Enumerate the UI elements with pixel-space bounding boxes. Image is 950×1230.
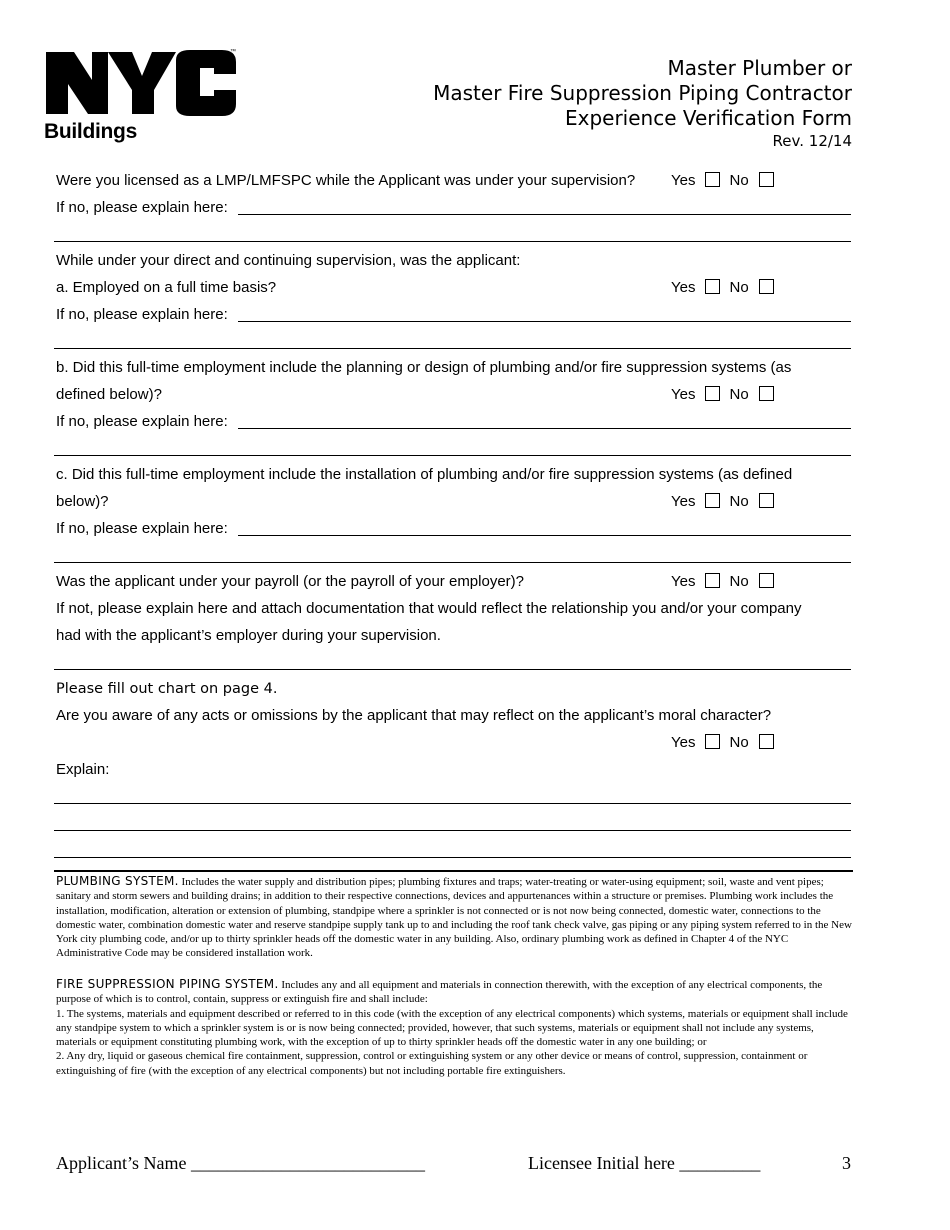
q2c-explain-label: If no, please explain here:: [56, 520, 228, 537]
q4-yes-no: [671, 734, 783, 752]
fire-suppression-item-1: 1. The systems, materials and equipment described or referred to in this code (with the exception of any electrical components) which systems, materials or equipment shall include any standpipe system to which a sprinkler system is or is now being connected; provided, however, that such systems, materials or equipment shall not include any systems, materials or equipment constituting plumbing work, with the exception of up to thirty sprinkler heads off the domestic water in any one building; or: [56, 1007, 848, 1049]
q2b-explain-line-2[interactable]: [54, 455, 851, 456]
q1-explain-label: If no, please explain here:: [56, 199, 228, 216]
revision-label: Rev. 12/14: [772, 132, 852, 150]
plumbing-system-heading: PLUMBING SYSTEM.: [56, 874, 179, 888]
yes-label: Yes: [671, 279, 696, 296]
q4-question: Are you aware of any acts or omissions by the applicant that may reflect on the applicant’s moral character?: [56, 707, 772, 724]
plumbing-system-body: Includes the water supply and distribution pipes; plumbing fixtures and traps; water-treating or water-using equipment; soil, waste and vent pipes; sanitary and storm sewers and building drains; in addition to their respective connections, devices and appurtenances within a structure or premises. Plumbing work includes the installation, modification, alteration or extension of plumbing, standpipe where a sprinkler is not connected or is not now being connected, domestic water, connections to the domestic water, combination domestic water and reserve standpipe supply tank up to and including the roof tank check valve, gas piping or any piping system referred to in the New York city plumbing code, and/or up to thirty sprinkler heads off the domestic water in any building. Also, ordinary plumbing work as defined in Chapter 4 of the NYC Administrative Code may be considered installation work.: [56, 876, 852, 960]
q4-explain-line-1[interactable]: [54, 803, 851, 804]
q1-yes-no: [671, 172, 783, 190]
q2a-yes-no: [671, 279, 783, 297]
q3-question: Was the applicant under your payroll (or the payroll of your employer)?: [56, 573, 525, 590]
q3-explain-line-1: If not, please explain here and attach documentation that would reflect the relationship you and/or your company: [56, 600, 802, 617]
licensee-initial-field[interactable]: Licensee Initial here _________: [528, 1153, 761, 1173]
form-title-block: [433, 56, 852, 151]
q2b-yes-no: [671, 386, 783, 404]
q4-explain-line-2[interactable]: [54, 830, 851, 831]
q2a-explain-field[interactable]: [238, 321, 851, 322]
yes-label: Yes: [671, 493, 696, 510]
title-line-1: Master Plumber or: [667, 56, 852, 80]
q2a-question: a. Employed on a full time basis?: [56, 279, 277, 296]
q1-question: Were you licensed as a LMP/LMFSPC while the Applicant was under your supervision?: [56, 172, 636, 189]
q2a-yes-checkbox[interactable]: [705, 279, 720, 294]
fire-suppression-body: Includes any and all equipment and materials in connection therewith, with the exception of any electrical components, the purpose of which is to control, contain, suppress or extinguish fire and shall include:: [56, 979, 823, 1006]
q2c-yes-checkbox[interactable]: [705, 493, 720, 508]
q2c-explain-field[interactable]: [238, 535, 851, 536]
fire-suppression-heading: FIRE SUPPRESSION PIPING SYSTEM.: [56, 977, 279, 991]
no-label: No: [729, 734, 749, 751]
chart-note: Please fill out chart on page 4.: [56, 681, 278, 697]
q3-yes-checkbox[interactable]: [705, 573, 720, 588]
q2a-no-checkbox[interactable]: [759, 279, 774, 294]
q4-yes-checkbox[interactable]: [705, 734, 720, 749]
q1-explain-field[interactable]: [238, 214, 851, 215]
nyc-buildings-logo: [44, 46, 240, 146]
q2c-question-line-2: below)?: [56, 493, 109, 510]
q2b-explain-field[interactable]: [238, 428, 851, 429]
q2b-no-checkbox[interactable]: [759, 386, 774, 401]
yes-label: Yes: [671, 386, 696, 403]
no-label: No: [729, 493, 749, 510]
definitions-divider: [54, 870, 853, 872]
q2c-no-checkbox[interactable]: [759, 493, 774, 508]
q4-no-checkbox[interactable]: [759, 734, 774, 749]
q2c-explain-line-2[interactable]: [54, 562, 851, 563]
q1-yes-checkbox[interactable]: [705, 172, 720, 187]
q3-explain-field[interactable]: [54, 669, 851, 670]
title-line-2: Master Fire Suppression Piping Contractor: [433, 81, 852, 105]
plumbing-system-definition: [56, 874, 854, 961]
q4-explain-line-3[interactable]: [54, 857, 851, 858]
nyc-logo-mark: [44, 46, 240, 118]
q2b-explain-label: If no, please explain here:: [56, 413, 228, 430]
q2c-yes-no: [671, 493, 783, 511]
q2c-question-line-1: c. Did this full-time employment include the installation of plumbing and/or fire suppression systems (as defined: [56, 466, 793, 483]
q2a-explain-line-2[interactable]: [54, 348, 851, 349]
no-label: No: [729, 279, 749, 296]
page-number: 3: [842, 1153, 851, 1173]
no-label: No: [729, 386, 749, 403]
no-label: No: [729, 573, 749, 590]
q2b-yes-checkbox[interactable]: [705, 386, 720, 401]
yes-label: Yes: [671, 734, 696, 751]
logo-buildings-text: Buildings: [44, 120, 137, 143]
svg-text:™: ™: [230, 49, 236, 55]
q2-intro: While under your direct and continuing supervision, was the applicant:: [56, 252, 521, 269]
applicant-name-field[interactable]: Applicant’s Name __________________________: [56, 1153, 425, 1173]
yes-label: Yes: [671, 172, 696, 189]
yes-label: Yes: [671, 573, 696, 590]
q3-explain-line-2: had with the applicant’s employer during your supervision.: [56, 627, 441, 644]
q4-explain-label: Explain:: [56, 761, 110, 778]
q3-yes-no: [671, 573, 783, 591]
q1-explain-line-2[interactable]: [54, 241, 851, 242]
q3-no-checkbox[interactable]: [759, 573, 774, 588]
q2a-explain-label: If no, please explain here:: [56, 306, 228, 323]
title-line-3: Experience Verification Form: [564, 106, 852, 130]
q2b-question-line-2: defined below)?: [56, 386, 162, 403]
fire-suppression-item-2: 2. Any dry, liquid or gaseous chemical fire containment, suppression, control or extinguishing system or any other device or means of control, suppression, containment or extinguishing of fire (with the exception of any electrical components) but not including portable fire extinguishers.: [56, 1050, 808, 1077]
q2b-question-line-1: b. Did this full-time employment include the planning or design of plumbing and/or fire suppression systems (as: [56, 359, 792, 376]
fire-suppression-definition: [56, 977, 854, 1078]
no-label: No: [729, 172, 749, 189]
q1-no-checkbox[interactable]: [759, 172, 774, 187]
